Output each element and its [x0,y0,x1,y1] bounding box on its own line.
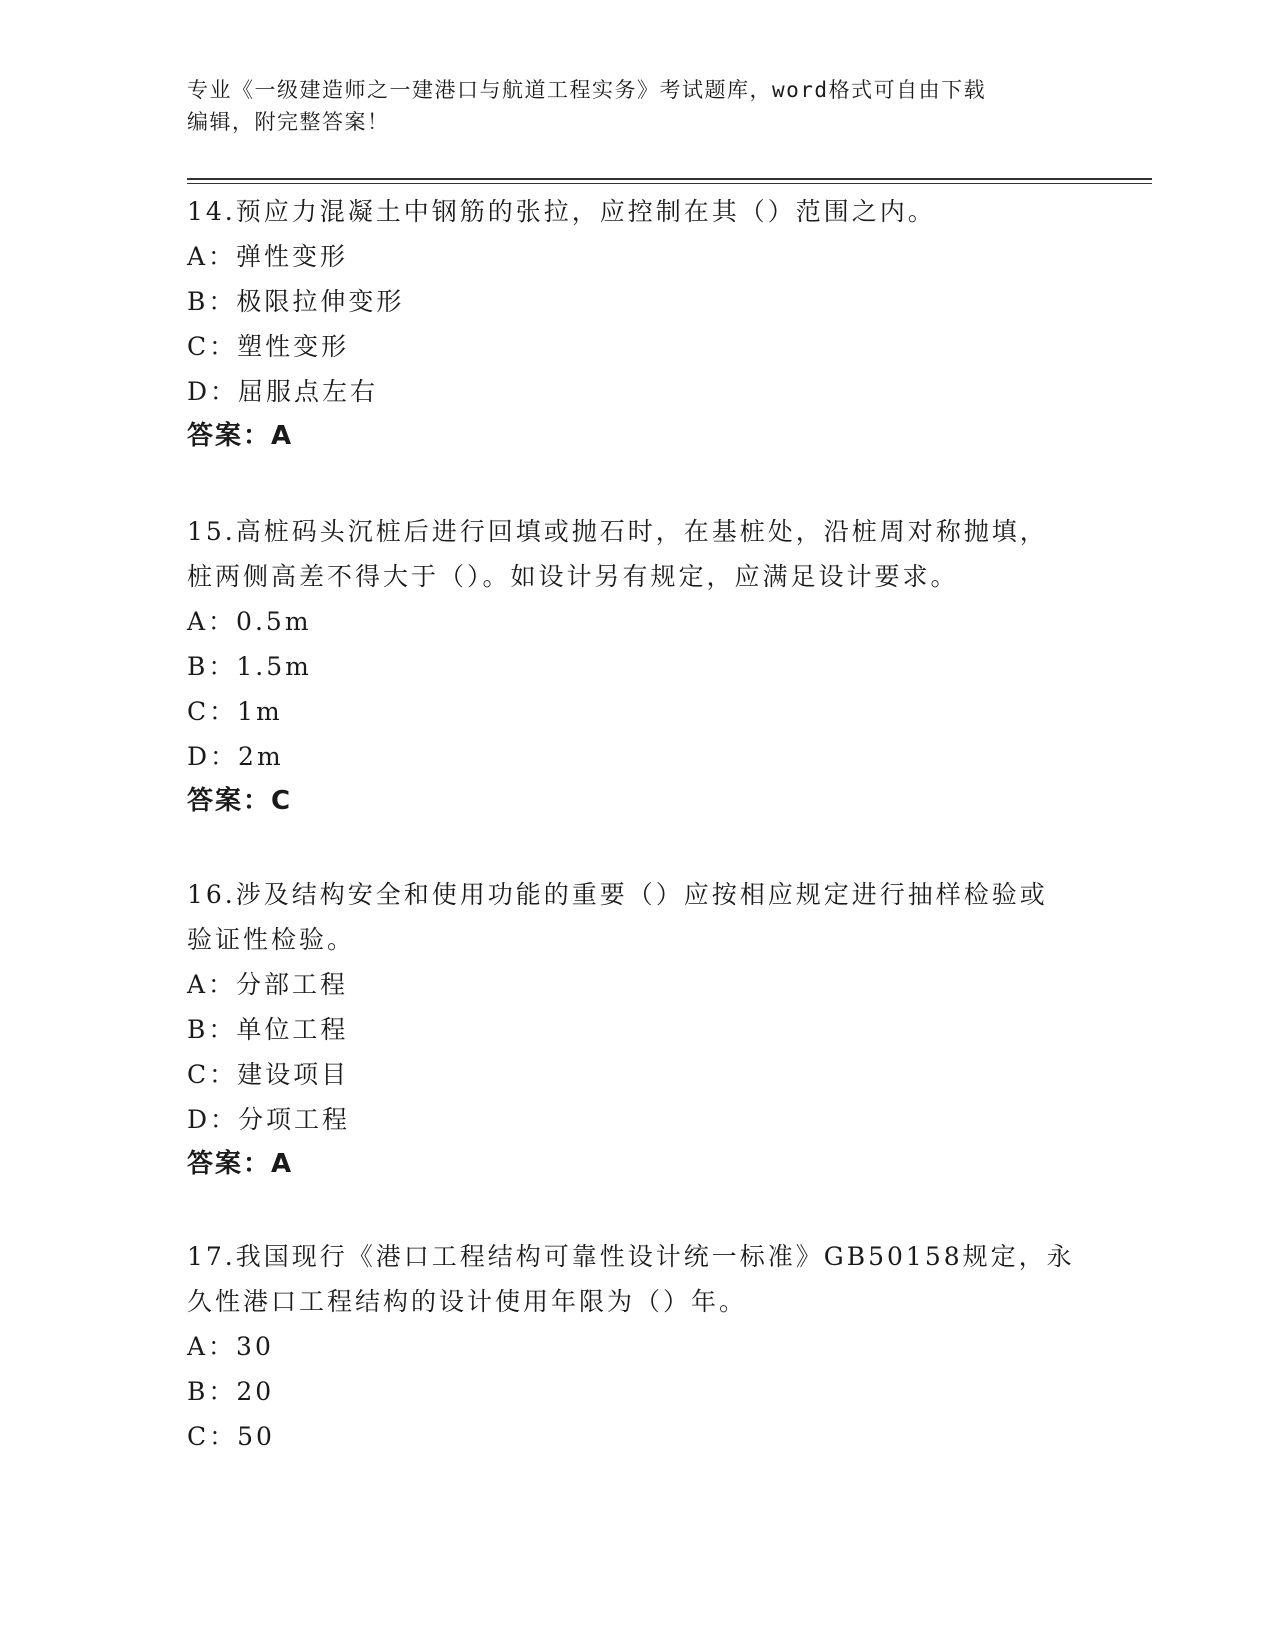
option-c: C：50 [187,1422,275,1451]
option-b: B：单位工程 [187,1015,349,1044]
option-a: A：0.5m [187,607,312,636]
option-a: A：弹性变形 [187,242,349,271]
option-d: D：分项工程 [187,1105,351,1134]
header-line-2: 编辑，附完整答案！ [187,110,390,134]
option-b: B：20 [187,1377,275,1406]
question-stem: 14.预应力混凝土中钢筋的张拉，应控制在其（）范围之内。 [187,197,936,226]
header-divider-thick [187,178,1152,180]
question-stem-line-2: 久性港口工程结构的设计使用年限为（）年。 [187,1287,748,1316]
answer: 答案：A [187,421,294,451]
question-stem-line-1: 16.涉及结构安全和使用功能的重要（）应按相应规定进行抽样检验或 [187,880,1048,909]
option-b: B：1.5m [187,652,312,681]
header-divider-thin [187,183,1152,184]
question-stem-line-2: 桩两侧高差不得大于（）。如设计另有规定，应满足设计要求。 [187,562,959,591]
question-16 [187,872,1087,1187]
question-14 [187,189,1087,459]
option-d: D：2m [187,742,284,771]
answer: 答案：A [187,1149,294,1179]
question-stem-line-1: 17.我国现行《港口工程结构可靠性设计统一标准》GB50158规定，永 [187,1242,1075,1271]
question-17 [187,1234,1087,1459]
option-a: A：30 [187,1332,274,1361]
option-c: C：1m [187,697,283,726]
option-a: A：分部工程 [187,970,349,999]
header-line-1: 专业《一级建造师之一建港口与航道工程实务》考试题库，word格式可自由下载 [187,78,987,102]
question-stem-line-2: 验证性检验。 [187,925,356,954]
option-d: D：屈服点左右 [187,377,379,406]
answer: 答案：C [187,786,293,816]
option-b: B：极限拉伸变形 [187,287,405,316]
question-stem-line-1: 15.高桩码头沉桩后进行回填或抛石时，在基桩处，沿桩周对称抛填， [187,517,1048,546]
option-c: C：建设项目 [187,1060,350,1089]
document-header [187,74,1087,138]
question-15 [187,509,1087,824]
option-c: C：塑性变形 [187,332,350,361]
